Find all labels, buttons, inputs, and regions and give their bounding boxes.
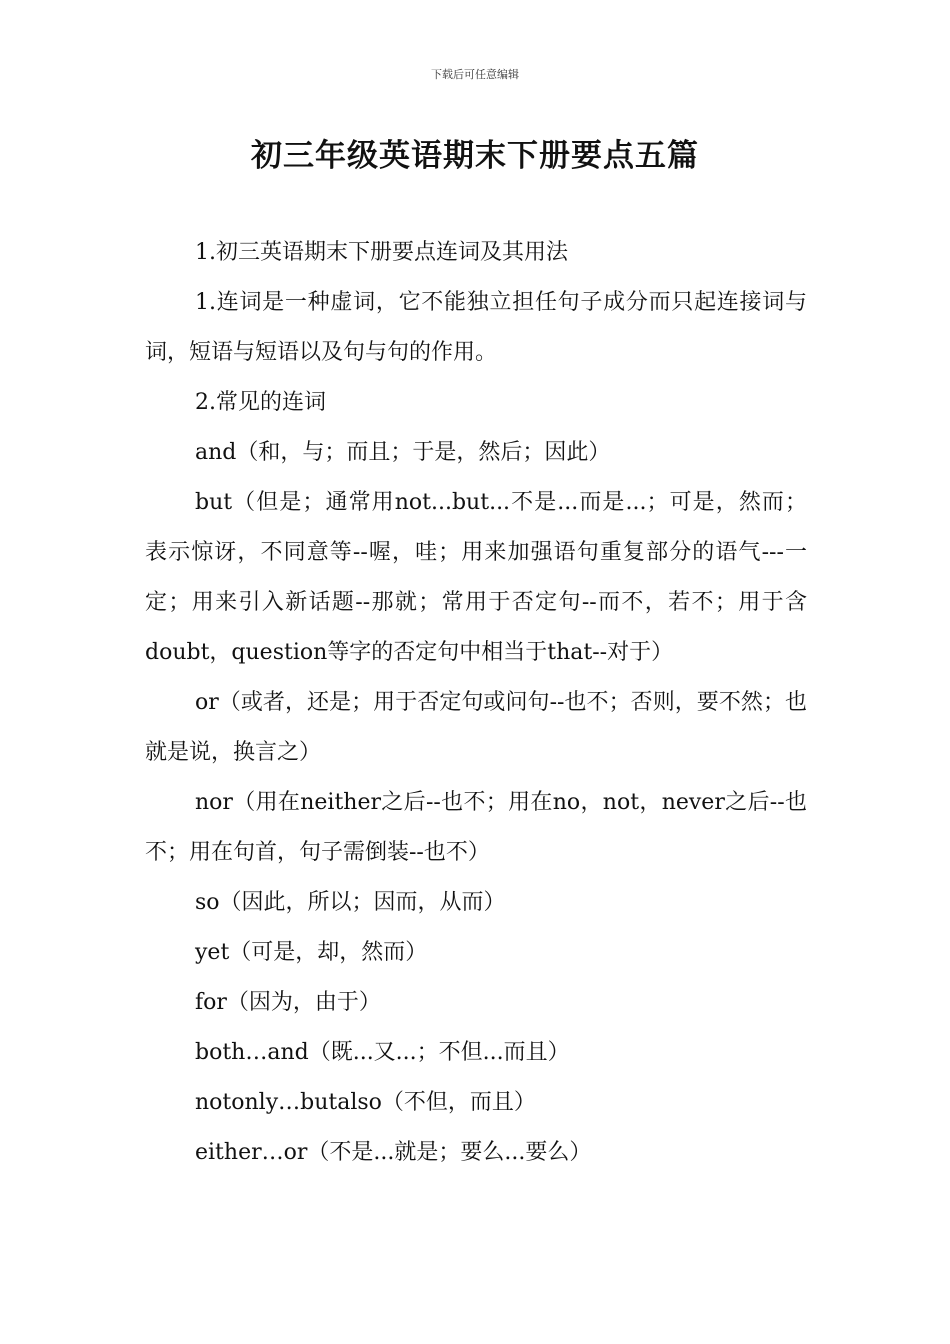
paragraph: so（因此，所以；因而，从而） [195, 890, 506, 915]
paragraph: notonly…butalso（不但，而且） [195, 1090, 536, 1115]
paragraph: for（因为，由于） [195, 990, 381, 1015]
paragraph: 1.初三英语期末下册要点连词及其用法 [195, 240, 568, 265]
paragraph: or（或者，还是；用于否定句或问句--也不；否则，要不然；也就是说，换言之） [145, 690, 807, 765]
paragraph: both…and（既...又...；不但...而且） [195, 1040, 570, 1065]
paragraph: 2.常见的连词 [195, 390, 326, 415]
document-body [145, 228, 807, 1178]
document-title: 初三年级英语期末下册要点五篇 [251, 138, 699, 174]
paragraph: either…or（不是...就是；要么...要么） [195, 1140, 592, 1165]
paragraph: nor（用在neither之后--也不；用在no，not，never之后--也不；用在句首，句子需倒装--也不） [145, 790, 807, 865]
paragraph: yet（可是，却，然而） [195, 940, 428, 965]
paragraph: 1.连词是一种虚词，它不能独立担任句子成分而只起连接词与词，短语与短语以及句与句的作用。 [145, 290, 807, 365]
header-note: 下载后可任意编辑 [431, 68, 519, 81]
paragraph: and（和，与；而且；于是，然后；因此） [195, 440, 611, 465]
paragraph: but（但是；通常用not...but...不是...而是...；可是，然而；表示惊讶，不同意等--喔，哇；用来加强语句重复部分的语气---一定；用来引入新话题--那就；常用于否定句--而不，若不；用于含doubt，question等字的否定句中相当于that--对于） [145, 490, 807, 665]
